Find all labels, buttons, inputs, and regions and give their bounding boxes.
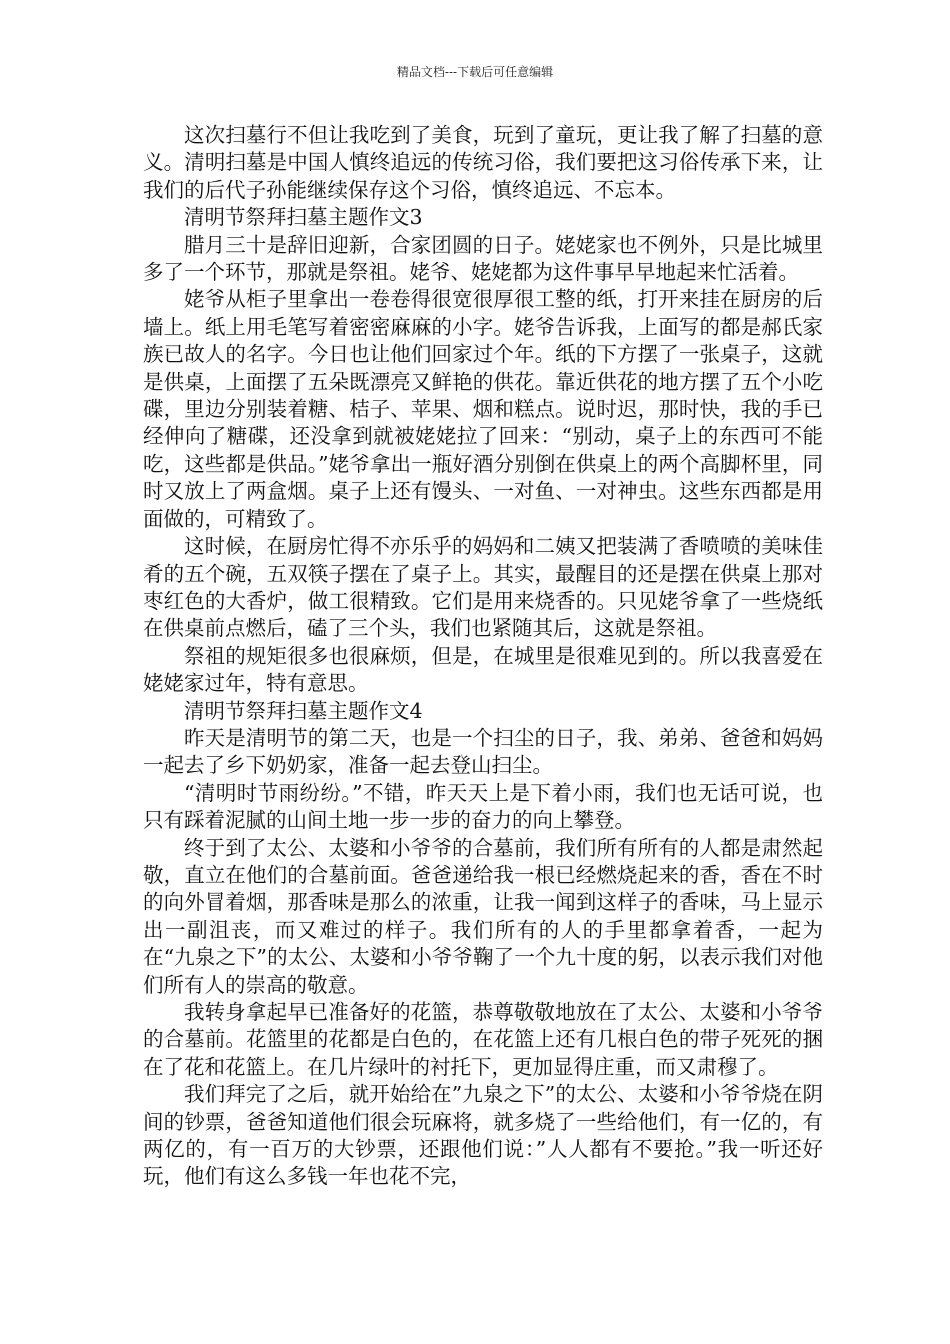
- paragraph: 我们拜完了之后，就开始给在”九泉之下”的太公、太婆和小爷爷烧在阴间的钞票，爸爸知道他们很会玩麻将，就多烧了一些给他们，有一亿的，有两亿的，有一百万的大钞票，还跟他们说：”人人都有不要抢。”我一听还好玩，他们有这么多钱一年也花不完，: [143, 1082, 823, 1189]
- paragraph: 这次扫墓行不但让我吃到了美食，玩到了童玩，更让我了解了扫墓的意义。清明扫墓是中国人慎终追远的传统习俗，我们要把这习俗传承下来，让我们的后代子孙能继续保存这个习俗，慎终追远、不忘本。: [143, 123, 823, 202]
- paragraph: 昨天是清明节的第二天，也是一个扫尘的日子，我、弟弟、爸爸和妈妈一起去了乡下奶奶家，准备一起去登山扫尘。: [143, 725, 823, 778]
- paragraph: 终于到了太公、太婆和小爷爷的合墓前，我们所有所有的人都是肃然起敬，直立在他们的合墓前面。爸爸递给我一根已经燃烧起来的香，香在不时的向外冒着烟，那香味是那么的浓重，让我一闻到这样子的香味，马上显示出一副沮丧，而又难过的样子。我们所有的人的手里都拿着香，一起为在“九泉之下”的太公、太婆和小爷爷鞠了一个九十度的躬，以表示我们对他们所有人的崇高的敬意。: [143, 835, 823, 997]
- section-heading: 清明节祭拜扫墓主题作文4: [184, 698, 423, 723]
- document-body: [143, 122, 823, 1191]
- paragraph: 姥爷从柜子里拿出一卷卷得很宽很厚很工整的纸，打开来挂在厨房的后墙上。纸上用毛笔写着密密麻麻的小字。姥爷告诉我，上面写的都是郝氏家族已故人的名字。今日也让他们回家过个年。纸的下方摆了一张桌子，这就是供桌，上面摆了五朵既漂亮又鲜艳的供花。靠近供花的地方摆了五个小吃碟，里边分别装着糖、桔子、苹果、烟和糕点。说时迟，那时快，我的手已经伸向了糖碟，还没拿到就被姥姥拉了回来：“别动，桌子上的东西可不能吃，这些都是供品。”姥爷拿出一瓶好酒分别倒在供桌上的两个高脚杯里，同时又放上了两盒烟。桌子上还有馒头、一对鱼、一对神虫。这些东西都是用面做的，可精致了。: [143, 287, 823, 531]
- paragraph: 腊月三十是辞旧迎新，合家团圆的日子。姥姥家也不例外，只是比城里多了一个环节，那就是祭祖。姥爷、姥姥都为这件事早早地起来忙活着。: [143, 232, 823, 285]
- paragraph: “清明时节雨纷纷。”不错，昨天天上是下着小雨，我们也无话可说，也只有踩着泥腻的山间土地一步一步的奋力的向上攀登。: [143, 780, 823, 833]
- section-heading: 清明节祭拜扫墓主题作文3: [184, 205, 423, 230]
- paragraph: 祭祖的规矩很多也很麻烦，但是，在城里是很难见到的。所以我喜爱在姥姥家过年，特有意思。: [143, 643, 823, 696]
- paragraph: 我转身拿起早已准备好的花篮，恭尊敬敬地放在了太公、太婆和小爷爷的合墓前。花篮里的花都是白色的，在花篮上还有几根白色的带子死死的捆在了花和花篮上。在几片绿叶的衬托下，更加显得庄重，而又肃穆了。: [143, 1000, 823, 1079]
- paragraph: 这时候，在厨房忙得不亦乐乎的妈妈和二姨又把装满了香喷喷的美味佳肴的五个碗，五双筷子摆在了桌子上。其实，最醒目的还是摆在供桌上那对枣红色的大香炉，做工很精致。它们是用来烧香的。只见姥爷拿了一些烧纸在供桌前点燃后，磕了三个头，我们也紧随其后，这就是祭祖。: [143, 534, 823, 641]
- page-header: 精品文档---下载后可任意编辑: [396, 65, 554, 79]
